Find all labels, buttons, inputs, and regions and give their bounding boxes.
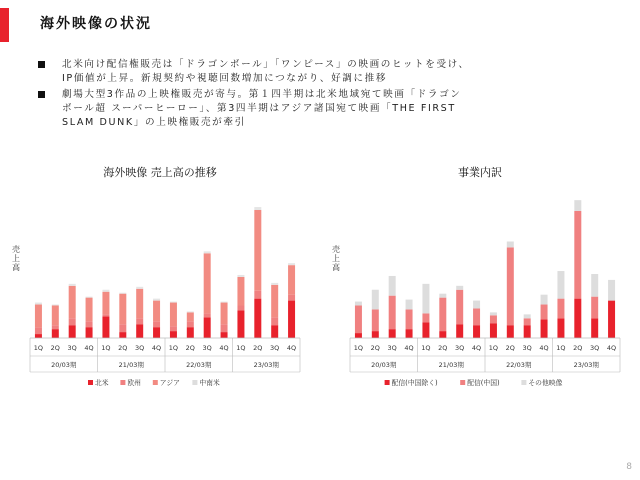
fiscal-year-label: 21/03期	[438, 361, 464, 369]
quarter-tick-label: 4Q	[471, 344, 482, 352]
bar-segment	[35, 334, 42, 338]
bar-segment	[52, 325, 59, 329]
bar-segment	[591, 274, 598, 297]
legend-swatch	[153, 380, 158, 385]
bar-segment	[288, 295, 295, 301]
bar-segment	[102, 316, 109, 338]
bar-segment	[557, 271, 564, 299]
bar-segment	[237, 306, 244, 311]
quarter-tick-label: 3Q	[202, 344, 212, 352]
bar-segment	[254, 210, 261, 291]
legend-swatch	[120, 380, 125, 385]
y-axis-label-char: 上	[12, 254, 20, 263]
bar-segment	[69, 284, 76, 286]
bar-segment	[557, 299, 564, 319]
bar-segment	[204, 317, 211, 338]
bar-segment	[608, 280, 615, 301]
bar-segment	[422, 313, 429, 322]
bullet-item	[38, 88, 598, 130]
bar-segment	[574, 200, 581, 211]
bar-segment	[288, 301, 295, 338]
quarter-tick-label: 4Q	[404, 344, 414, 352]
quarter-tick-label: 3Q	[590, 344, 600, 352]
bar-segment	[288, 265, 295, 295]
bar-segment	[102, 314, 109, 316]
bar-segment	[237, 277, 244, 306]
y-axis-label-char: 売	[332, 245, 340, 254]
bar-segment	[170, 302, 177, 303]
bar-segment	[119, 294, 126, 325]
bullet-line: SLAM DUNK」の上映権販売が牽引	[62, 117, 246, 128]
bar-segment	[524, 314, 531, 318]
chart-title: 海外映像 売上高の推移	[103, 166, 217, 179]
bar-segment	[119, 332, 126, 338]
fiscal-year-label: 22/03期	[186, 361, 212, 369]
business-breakdown-chart-svg	[330, 160, 630, 390]
fiscal-year-label: 22/03期	[506, 361, 532, 369]
bar-segment	[541, 319, 548, 338]
bar-segment	[507, 242, 514, 248]
quarter-tick-label: 4Q	[84, 344, 94, 352]
y-axis-label-char: 高	[12, 263, 20, 272]
fiscal-year-label: 23/03期	[253, 361, 279, 369]
quarter-tick-label: 3Q	[522, 344, 532, 352]
legend-label: アジア	[159, 379, 180, 387]
bar-segment	[153, 299, 160, 301]
bar-segment	[153, 321, 160, 327]
bar-segment	[372, 309, 379, 331]
quarter-tick-label: 3Q	[135, 344, 145, 352]
bar-segment	[490, 315, 497, 323]
quarter-tick-label: 2Q	[253, 344, 263, 352]
bar-segment	[389, 296, 396, 329]
quarter-tick-label: 1Q	[236, 344, 246, 352]
legend-swatch	[385, 380, 390, 385]
bar-segment	[86, 297, 93, 298]
bar-segment	[170, 326, 177, 331]
quarter-tick-label: 1Q	[353, 344, 364, 352]
bar-segment	[422, 284, 429, 314]
bar-segment	[35, 327, 42, 334]
bar-segment	[473, 301, 480, 309]
bullet-list	[38, 58, 598, 132]
bullet-line: 劇場大型3作品の上映権販売が寄与。第１四半期は北米地域宛て映画「ドラゴン	[62, 89, 462, 100]
bar-segment	[355, 302, 362, 306]
bar-segment	[541, 295, 548, 305]
quarter-tick-label: 2Q	[370, 344, 380, 352]
bar-segment	[187, 321, 194, 327]
bar-segment	[507, 247, 514, 325]
bar-segment	[456, 286, 463, 290]
bar-segment	[204, 313, 211, 317]
quarter-tick-label: 4Q	[219, 344, 229, 352]
bar-segment	[271, 283, 278, 285]
bar-segment	[254, 291, 261, 299]
legend-label: 北米	[95, 379, 109, 387]
bar-segment	[102, 290, 109, 292]
y-axis-label-char: 売	[12, 245, 20, 254]
bar-segment	[237, 275, 244, 277]
bar-segment	[406, 300, 413, 310]
bar-segment	[574, 299, 581, 338]
bar-segment	[557, 318, 564, 338]
legend-label: 欧州	[127, 379, 141, 387]
page-title: 海外映像の状況	[40, 16, 152, 32]
bar-segment	[271, 317, 278, 325]
bar-segment	[406, 329, 413, 338]
bar-segment	[119, 324, 126, 332]
quarter-tick-label: 2Q	[438, 344, 448, 352]
bar-segment	[254, 207, 261, 210]
bar-segment	[456, 324, 463, 338]
legend-swatch	[521, 380, 526, 385]
bar-segment	[507, 325, 514, 338]
quarter-tick-label: 2Q	[505, 344, 515, 352]
bar-segment	[355, 333, 362, 338]
legend-label: その他映像	[528, 379, 563, 387]
bar-segment	[204, 253, 211, 313]
bar-segment	[136, 324, 143, 338]
quarter-tick-label: 2Q	[50, 344, 60, 352]
bar-segment	[237, 310, 244, 338]
bar-segment	[524, 318, 531, 325]
bar-segment	[69, 286, 76, 318]
fiscal-year-label: 20/03期	[51, 361, 77, 369]
bar-segment	[608, 301, 615, 338]
bar-segment	[86, 327, 93, 338]
quarter-tick-label: 1Q	[421, 344, 431, 352]
bar-segment	[422, 322, 429, 338]
legend-swatch	[460, 380, 465, 385]
bar-segment	[102, 292, 109, 315]
fiscal-year-label: 20/03期	[371, 361, 397, 369]
bar-segment	[170, 331, 177, 338]
bar-segment	[355, 306, 362, 334]
bar-segment	[439, 331, 446, 338]
bar-segment	[271, 325, 278, 338]
quarter-tick-label: 1Q	[168, 344, 179, 352]
bar-segment	[389, 276, 396, 296]
legend-swatch	[192, 380, 197, 385]
bullet-square-icon	[38, 91, 45, 98]
bar-segment	[187, 312, 194, 321]
legend-label: 配信(中国)	[467, 379, 500, 387]
bar-segment	[35, 305, 42, 328]
overseas-sales-chart	[10, 160, 310, 390]
bar-segment	[221, 332, 228, 338]
bar-segment	[574, 211, 581, 299]
bullet-line: 北米向け配信権販売は「ドラゴンボール」「ワンピース」の映画のヒットを受け、	[62, 59, 470, 70]
bar-segment	[473, 308, 480, 325]
bar-segment	[119, 293, 126, 294]
bar-segment	[490, 312, 497, 315]
bar-segment	[473, 325, 480, 338]
bullet-line: ボール超 スーパーヒーロー」、第3四半期はアジア諸国宛て映画「THE FIRST	[62, 103, 456, 114]
bar-segment	[490, 323, 497, 338]
overseas-sales-chart-svg	[10, 160, 310, 390]
bullet-square-icon	[38, 61, 45, 68]
bar-segment	[439, 294, 446, 298]
bar-segment	[221, 303, 228, 325]
accent-bar	[0, 8, 9, 42]
bar-segment	[86, 298, 93, 322]
bar-segment	[221, 302, 228, 303]
bar-segment	[69, 325, 76, 338]
bar-segment	[254, 299, 261, 338]
bar-segment	[221, 324, 228, 332]
bar-segment	[591, 297, 598, 319]
chart-title: 事業内訳	[458, 166, 502, 179]
quarter-tick-label: 2Q	[118, 344, 128, 352]
bar-segment	[187, 327, 194, 338]
fiscal-year-label: 23/03期	[573, 361, 599, 369]
bar-segment	[52, 305, 59, 306]
bar-segment	[69, 318, 76, 325]
bar-segment	[456, 290, 463, 324]
bar-segment	[204, 251, 211, 253]
bar-segment	[86, 321, 93, 327]
quarter-tick-label: 3Q	[387, 344, 397, 352]
quarter-tick-label: 2Q	[185, 344, 195, 352]
bar-segment	[591, 318, 598, 338]
legend-swatch	[88, 380, 93, 385]
page-number: 8	[626, 462, 632, 472]
quarter-tick-label: 4Q	[539, 344, 549, 352]
bar-segment	[541, 305, 548, 320]
bar-segment	[136, 287, 143, 289]
bar-segment	[372, 290, 379, 310]
bar-segment	[170, 303, 177, 327]
legend-label: 配信(中国除く)	[391, 379, 438, 387]
quarter-tick-label: 3Q	[270, 344, 280, 352]
bullet-item	[38, 58, 598, 86]
bar-segment	[136, 318, 143, 324]
quarter-tick-label: 4Q	[606, 344, 617, 352]
legend-label: 中南米	[199, 379, 220, 387]
bar-segment	[271, 285, 278, 317]
bar-segment	[153, 327, 160, 338]
fiscal-year-label: 21/03期	[118, 361, 144, 369]
bar-segment	[524, 325, 531, 338]
quarter-tick-label: 1Q	[488, 344, 499, 352]
bar-segment	[136, 289, 143, 319]
bar-segment	[52, 329, 59, 338]
bar-segment	[187, 311, 194, 312]
bar-segment	[372, 331, 379, 338]
quarter-tick-label: 4Q	[151, 344, 162, 352]
y-axis-label-char: 上	[332, 254, 340, 263]
bar-segment	[153, 301, 160, 322]
bar-segment	[288, 263, 295, 265]
quarter-tick-label: 1Q	[101, 344, 111, 352]
business-breakdown-chart	[330, 160, 630, 390]
quarter-tick-label: 4Q	[286, 344, 297, 352]
bar-segment	[52, 306, 59, 326]
bar-segment	[439, 298, 446, 331]
bar-segment	[389, 329, 396, 338]
bar-segment	[35, 303, 42, 305]
quarter-tick-label: 2Q	[573, 344, 583, 352]
quarter-tick-label: 1Q	[33, 344, 44, 352]
bullet-line: IP価値が上昇。新規契約や視聴回数増加につながり、好調に推移	[62, 73, 388, 84]
quarter-tick-label: 1Q	[556, 344, 566, 352]
y-axis-label-char: 高	[332, 263, 340, 272]
quarter-tick-label: 3Q	[67, 344, 77, 352]
quarter-tick-label: 3Q	[455, 344, 465, 352]
bar-segment	[406, 309, 413, 329]
